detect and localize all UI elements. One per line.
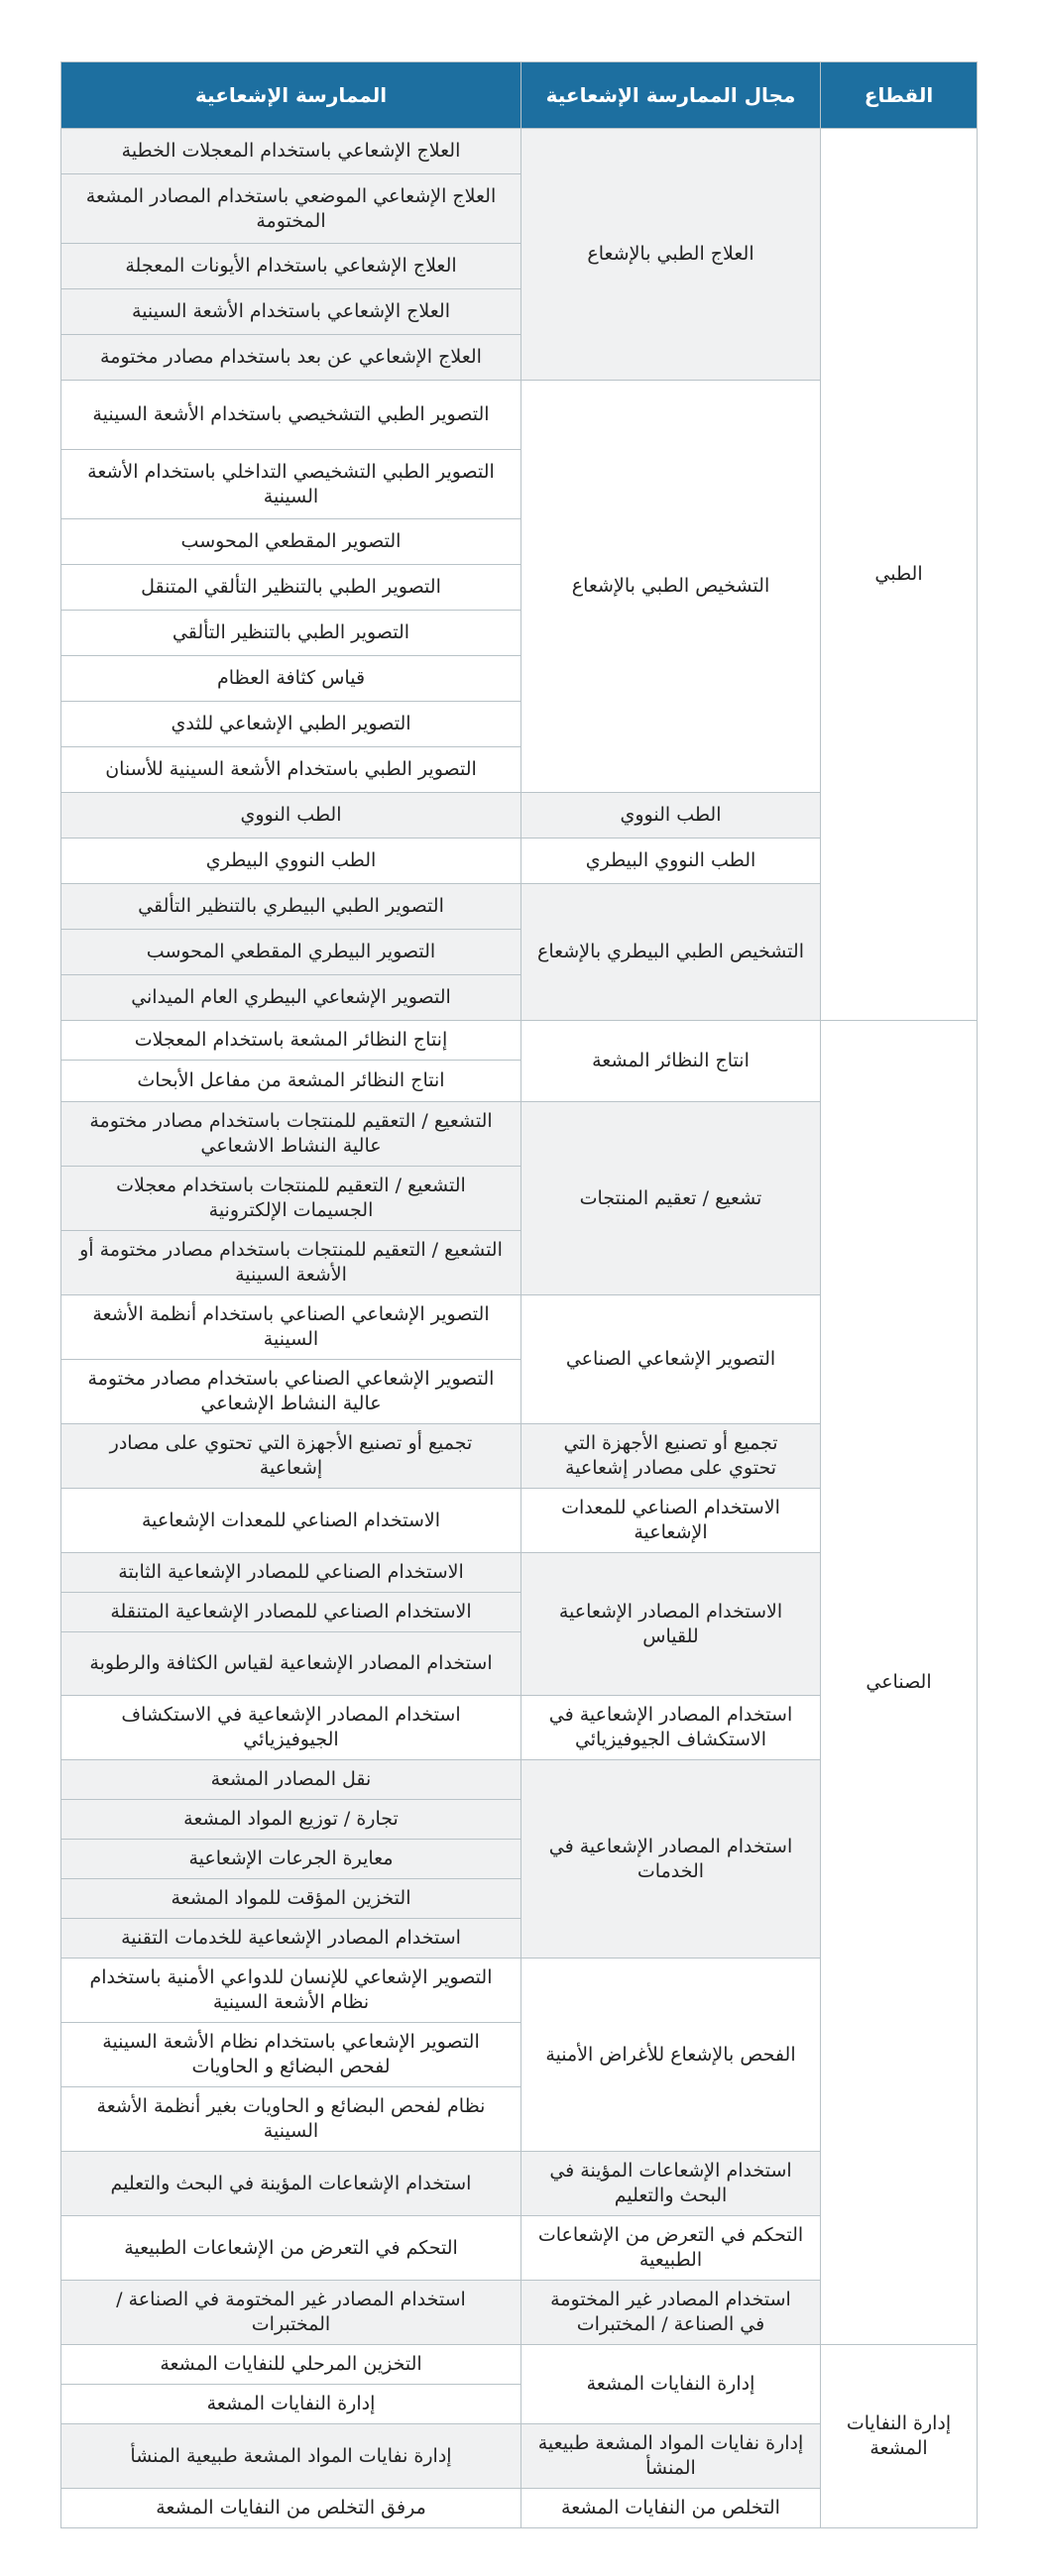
field-cell: استخدام الإشعاعات المؤينة في البحث والتعليم <box>521 2152 821 2216</box>
practice-cell: انتاج النظائر المشعة من مفاعل الأبحاث <box>61 1061 521 1102</box>
practice-cell: استخدام المصادر الإشعاعية لقياس الكثافة والرطوبة <box>61 1632 521 1696</box>
field-cell: تشعيع / تعقيم المنتجات <box>521 1102 821 1295</box>
sector-cell: الصناعي <box>821 1021 978 2345</box>
practice-cell: التصوير الطبي التشخيصي التداخلي باستخدام الأشعة السينية <box>61 450 521 519</box>
field-cell: انتاج النظائر المشعة <box>521 1021 821 1102</box>
practice-cell: الاستخدام الصناعي للمصادر الإشعاعية المتنقلة <box>61 1593 521 1632</box>
field-cell: الطب النووي البيطري <box>521 839 821 884</box>
practice-cell: التصوير الطبي باستخدام الأشعة السينية للأسنان <box>61 747 521 793</box>
practice-cell: التصوير الإشعاعي للإنسان للدواعي الأمنية باستخدام نظام الأشعة السينية <box>61 1959 521 2023</box>
header-field: مجال الممارسة الإشعاعية <box>521 62 821 129</box>
practice-cell: العلاج الإشعاعي الموضعي باستخدام المصادر المشعة المختومة <box>61 174 521 244</box>
header-practice: الممارسة الإشعاعية <box>61 62 521 129</box>
practice-cell: التخزين المرحلي للنفايات المشعة <box>61 2345 521 2385</box>
table-body <box>61 129 978 2528</box>
practice-cell: التصوير الطبي الإشعاعي للثدي <box>61 702 521 747</box>
practice-cell: التصوير الإشعاعي البيطري العام الميداني <box>61 975 521 1021</box>
field-cell: التشخيص الطبي بالإشعاع <box>521 381 821 793</box>
table-row <box>61 1021 978 1061</box>
practice-cell: التصوير البيطري المقطعي المحوسب <box>61 930 521 975</box>
field-cell: التصوير الإشعاعي الصناعي <box>521 1295 821 1424</box>
table-row <box>61 129 978 174</box>
practice-cell: التحكم في التعرض من الإشعاعات الطبيعية <box>61 2216 521 2281</box>
field-cell: التخلص من النفايات المشعة <box>521 2489 821 2528</box>
practice-cell: إنتاج النظائر المشعة باستخدام المعجلات <box>61 1021 521 1061</box>
practice-cell: نظام لفحص البضائع و الحاويات بغير أنظمة الأشعة السينية <box>61 2087 521 2152</box>
field-cell: استخدام المصادر الإشعاعية في الخدمات <box>521 1760 821 1959</box>
practice-cell: التشعيع / التعقيم للمنتجات باستخدام مصادر مختومة عالية النشاط الاشعاعي <box>61 1102 521 1167</box>
practice-cell: مرفق التخلص من النفايات المشعة <box>61 2489 521 2528</box>
practice-cell: التصوير الطبي بالتنظير التألقي <box>61 611 521 656</box>
practice-cell: الاستخدام الصناعي للمعدات الإشعاعية <box>61 1489 521 1553</box>
sector-cell: إدارة النفايات المشعة <box>821 2345 978 2528</box>
field-cell: تجميع أو تصنيع الأجهزة التي تحتوي على مصادر إشعاعية <box>521 1424 821 1489</box>
practices-table-container <box>61 61 978 2528</box>
practice-cell: استخدام الإشعاعات المؤينة في البحث والتعليم <box>61 2152 521 2216</box>
field-cell: العلاج الطبي بالإشعاع <box>521 129 821 381</box>
header-sector: القطاع <box>821 62 978 129</box>
field-cell: إدارة النفايات المشعة <box>521 2345 821 2424</box>
practice-cell: التصوير الطبي البيطري بالتنظير التألقي <box>61 884 521 930</box>
practice-cell: التشعيع / التعقيم للمنتجات باستخدام مصادر مختومة أو الأشعة السينية <box>61 1231 521 1295</box>
practice-cell: العلاج الإشعاعي باستخدام المعجلات الخطية <box>61 129 521 174</box>
practice-cell: تجارة / توزيع المواد المشعة <box>61 1800 521 1840</box>
practice-cell: التصوير الإشعاعي الصناعي باستخدام أنظمة الأشعة السينية <box>61 1295 521 1360</box>
practice-cell: التصوير المقطعي المحوسب <box>61 519 521 565</box>
practice-cell: قياس كثافة العظام <box>61 656 521 702</box>
practice-cell: استخدام المصادر الإشعاعية في الاستكشاف الجيوفيزيائي <box>61 1696 521 1760</box>
field-cell: الاستخدام الصناعي للمعدات الإشعاعية <box>521 1489 821 1553</box>
practice-cell: إدارة نفايات المواد المشعة طبيعية المنشأ <box>61 2424 521 2489</box>
field-cell: استخدام المصادر غير المختومة في الصناعة / المختبرات <box>521 2281 821 2345</box>
practice-cell: استخدام المصادر الإشعاعية للخدمات التقنية <box>61 1919 521 1959</box>
practice-cell: التصوير الطبي بالتنظير التألقي المتنقل <box>61 565 521 611</box>
field-cell: التحكم في التعرض من الإشعاعات الطبيعية <box>521 2216 821 2281</box>
sector-cell: الطبي <box>821 129 978 1021</box>
field-cell: إدارة نفايات المواد المشعة طبيعية المنشأ <box>521 2424 821 2489</box>
radiation-practices-table <box>60 61 978 2528</box>
practice-cell: العلاج الإشعاعي عن بعد باستخدام مصادر مختومة <box>61 335 521 381</box>
practice-cell: التصوير الإشعاعي الصناعي باستخدام مصادر مختومة عالية النشاط الإشعاعي <box>61 1360 521 1424</box>
practice-cell: إدارة النفايات المشعة <box>61 2385 521 2424</box>
field-cell: التشخيص الطبي البيطري بالإشعاع <box>521 884 821 1021</box>
field-cell: الاستخدام المصادر الإشعاعية للقياس <box>521 1553 821 1696</box>
practice-cell: معايرة الجرعات الإشعاعية <box>61 1840 521 1879</box>
table-row <box>61 2345 978 2385</box>
practice-cell: استخدام المصادر غير المختومة في الصناعة / المختبرات <box>61 2281 521 2345</box>
practice-cell: العلاج الإشعاعي باستخدام الأيونات المعجلة <box>61 244 521 289</box>
practice-cell: التصوير الإشعاعي باستخدام نظام الأشعة السينية لفحص البضائع و الحاويات <box>61 2023 521 2087</box>
field-cell: الفحص بالإشعاع للأغراض الأمنية <box>521 1959 821 2152</box>
field-cell: الطب النووي <box>521 793 821 839</box>
table-header-row <box>61 62 978 129</box>
practice-cell: التشعيع / التعقيم للمنتجات باستخدام معجلات الجسيمات الإلكترونية <box>61 1167 521 1231</box>
field-cell: استخدام المصادر الإشعاعية في الاستكشاف الجيوفيزيائي <box>521 1696 821 1760</box>
practice-cell: التخزين المؤقت للمواد المشعة <box>61 1879 521 1919</box>
practice-cell: تجميع أو تصنيع الأجهزة التي تحتوي على مصادر إشعاعية <box>61 1424 521 1489</box>
practice-cell: الطب النووي البيطري <box>61 839 521 884</box>
practice-cell: نقل المصادر المشعة <box>61 1760 521 1800</box>
practice-cell: التصوير الطبي التشخيصي باستخدام الأشعة السينية <box>61 381 521 450</box>
practice-cell: العلاج الإشعاعي باستخدام الأشعة السينية <box>61 289 521 335</box>
practice-cell: الاستخدام الصناعي للمصادر الإشعاعية الثابتة <box>61 1553 521 1593</box>
practice-cell: الطب النووي <box>61 793 521 839</box>
